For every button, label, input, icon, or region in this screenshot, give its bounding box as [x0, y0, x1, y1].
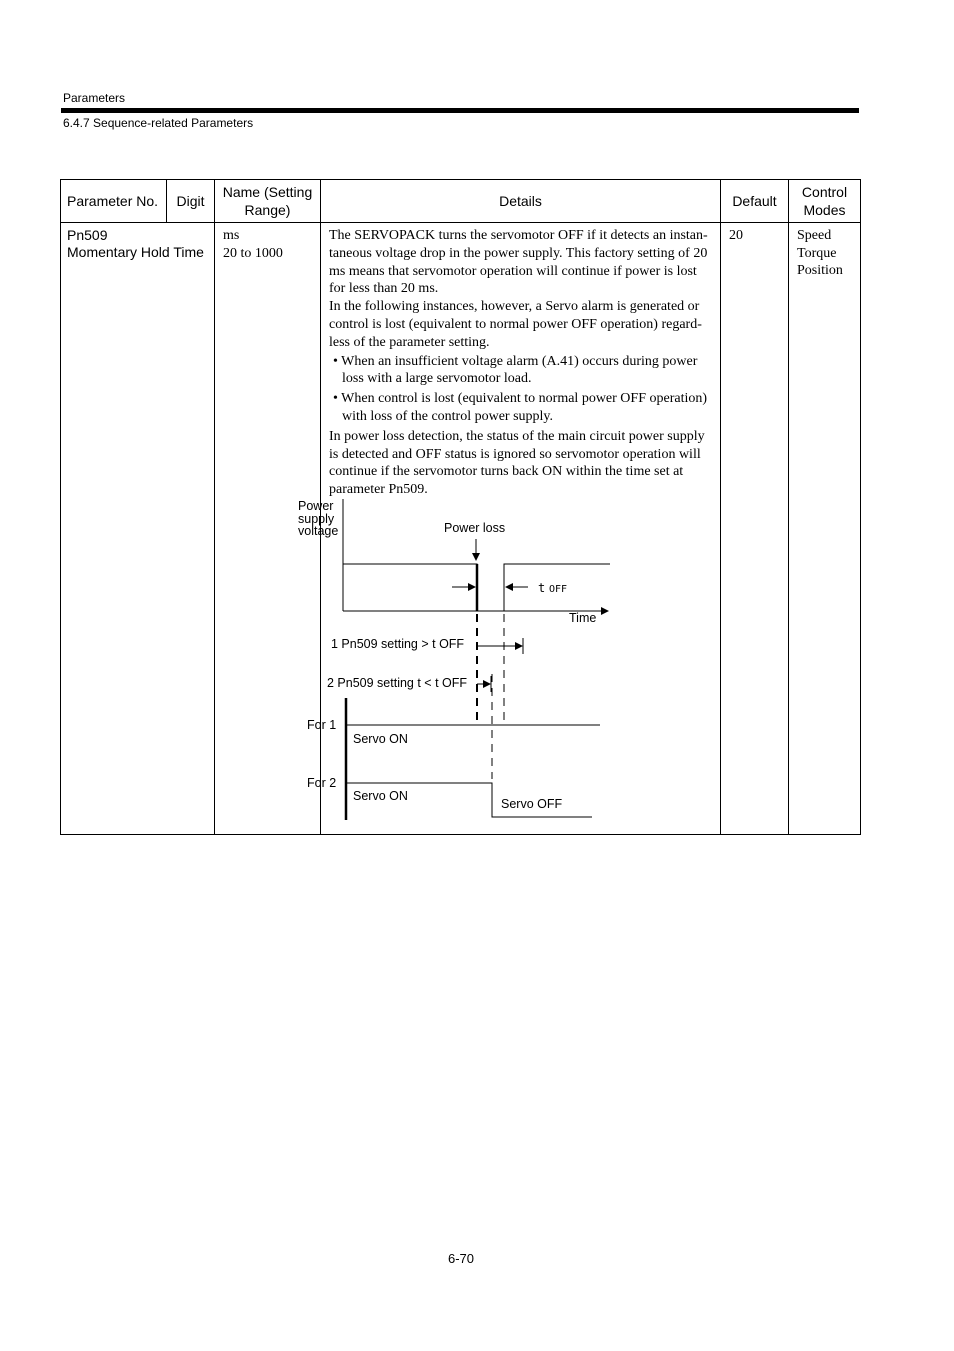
timing-diagram [0, 499, 672, 829]
col-header-details: Details [321, 180, 721, 223]
setting-range: 20 to 1000 [223, 245, 283, 261]
control-mode-torque: Torque [797, 245, 837, 261]
details-line: control is lost (equivalent to normal power OFF operation) regard- [329, 316, 702, 332]
col-header-modes-line1: Control [801, 184, 848, 200]
details-paragraph-2 [329, 298, 714, 351]
bullet-line: loss with a large servomotor load. [342, 371, 532, 387]
param-number: Pn509 [67, 227, 108, 243]
power-loss-label: Power loss [444, 520, 506, 535]
col-header-name-line2: Range) [244, 202, 291, 218]
setting-unit: ms [223, 228, 240, 243]
header-section-title: Parameters [63, 91, 126, 105]
col-header-default: Default [721, 180, 789, 223]
control-mode-speed: Speed [797, 228, 832, 243]
header-subsection-title: 6.4.7 Sequence-related Parameters [63, 116, 254, 130]
col-header-name-line1: Name (Setting [222, 184, 313, 200]
details-line: parameter Pn509. [329, 482, 428, 498]
diagram-ylabel-line2: supply [298, 511, 335, 526]
bullet-item [329, 390, 714, 426]
details-line: is detected and OFF status is ignored so servomotor operation will [329, 446, 701, 462]
t-off-off-label: OFF [549, 583, 568, 595]
details-bullet-list [329, 353, 714, 426]
details-line: for less than 20 ms. [329, 281, 439, 297]
diagram-time-label: Time [569, 610, 597, 625]
servo-off-label: Servo OFF [501, 796, 563, 811]
details-line: In power loss detection, the status of the main circuit power supply [329, 428, 705, 444]
bullet-line: • When an insufficient voltage alarm (A.41) occurs during power [333, 353, 698, 369]
bullet-line: with loss of the control power supply. [342, 408, 554, 424]
details-line: ms means that servomotor operation will continue if power is lost [329, 263, 697, 279]
param-name: Momentary Hold Time [67, 244, 204, 260]
table-row [61, 223, 861, 835]
col-header-modes-line2: Modes [803, 202, 846, 218]
case-1-label: 1 Pn509 setting > t OFF [331, 636, 465, 651]
for-1-label: For 1 [307, 717, 337, 732]
timing-diagram-container [298, 498, 720, 829]
default-value: 20 [729, 228, 743, 243]
col-header-param-no: Parameter No. [61, 180, 167, 223]
bullet-line: • When control is lost (equivalent to normal power OFF operation) [333, 391, 708, 407]
col-header-name [215, 180, 321, 223]
bullet-item [329, 353, 714, 389]
page-number: 6-70 [448, 1251, 475, 1266]
control-mode-position: Position [797, 263, 843, 279]
details-paragraph-3 [329, 428, 714, 499]
header-rule [61, 108, 859, 113]
details-paragraph-1 [329, 227, 714, 298]
details-line: The SERVOPACK turns the servomotor OFF if it detects an instan- [329, 228, 708, 243]
cell-default [721, 223, 789, 835]
details-line: continue if the servomotor turns back ON within the time set at [329, 464, 684, 480]
case-2-label: 2 Pn509 setting t < t OFF [327, 675, 468, 690]
table-header-row [61, 180, 861, 223]
diagram-ylabel-line1: Power [298, 498, 334, 513]
cell-control-modes [789, 223, 861, 835]
col-header-digit: Digit [167, 180, 215, 223]
cell-details [298, 223, 721, 835]
details-line: less of the parameter setting. [329, 334, 490, 350]
for-2-label: For 2 [307, 775, 337, 790]
diagram-ylabel-line3: voltage [298, 523, 339, 538]
servo-on-label-1: Servo ON [353, 731, 408, 746]
servo-on-label-2: Servo ON [353, 788, 408, 803]
details-line: In the following instances, however, a Servo alarm is generated or [329, 299, 700, 315]
parameter-table [60, 179, 861, 835]
details-line: taneous voltage drop in the power supply. This factory setting of 20 [329, 245, 708, 261]
col-header-control-modes [789, 180, 861, 223]
t-off-t-label: t [538, 580, 546, 595]
